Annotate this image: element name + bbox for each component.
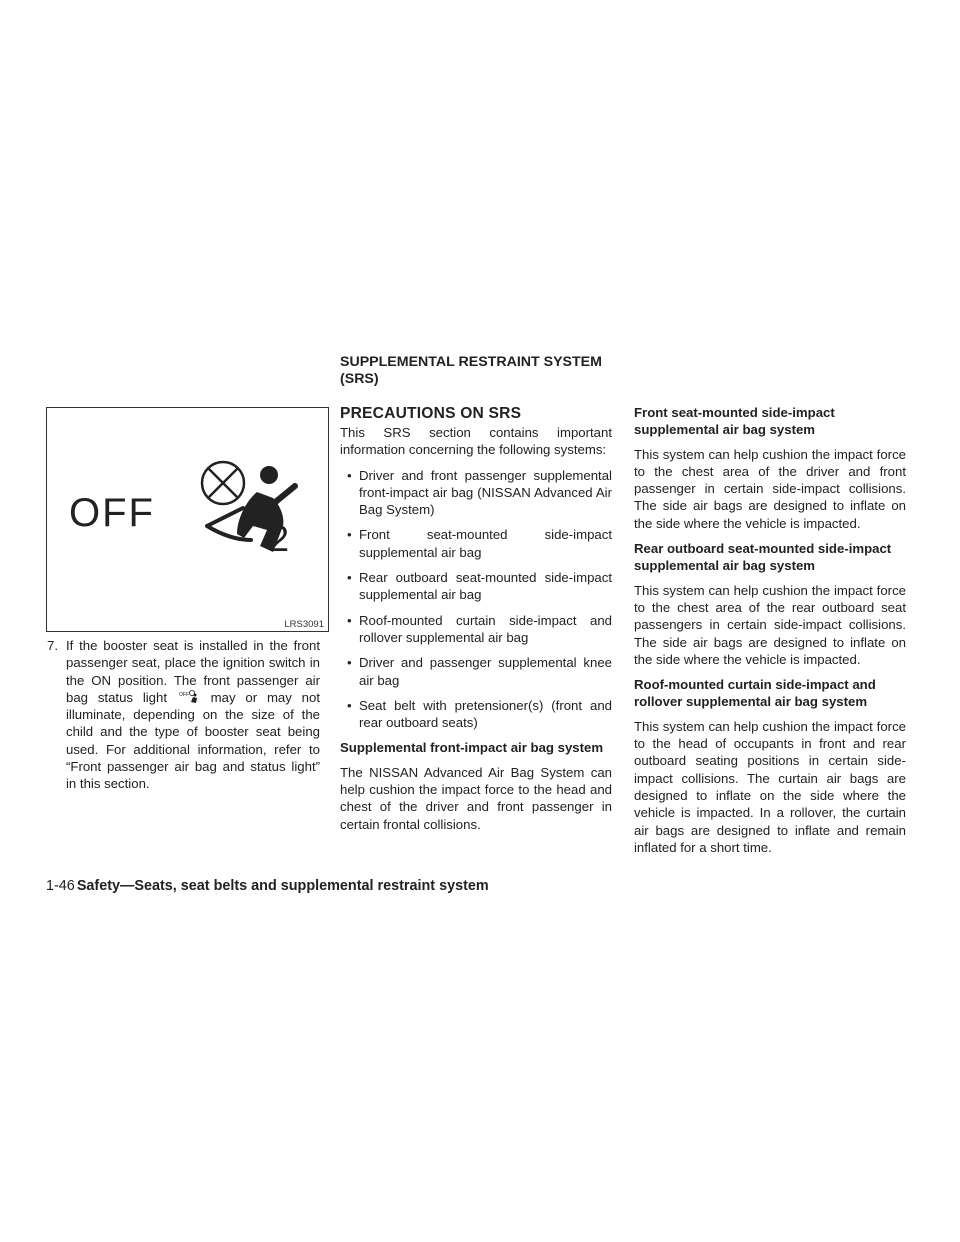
chapter-title: Safety—Seats, seat belts and supplemental restraint system	[76, 878, 489, 894]
list-item: • Roof-mounted curtain side-impact and rollover supplemental air bag	[340, 612, 612, 647]
step-7-text-after: may or may not illuminate, depending on the size of the child and the type of booster seat being used. For additional information, refer to “Front passenger air bag and status light” in this section.	[66, 689, 320, 792]
step-7	[46, 637, 320, 793]
crossed-circle-icon	[202, 462, 244, 504]
list-item: • Front seat-mounted side-impact supplemental air bag	[340, 526, 612, 561]
list-item: • Rear outboard seat-mounted side-impact supplemental air bag	[340, 569, 612, 604]
column-left	[46, 637, 320, 793]
step-number: 7.	[47, 638, 58, 653]
person-head-icon	[260, 466, 278, 484]
precautions-intro: This SRS section contains important information concerning the following systems:	[340, 425, 612, 458]
figure-label: LRS3091	[284, 619, 324, 630]
figure-seat-number: 2	[269, 518, 290, 559]
front-impact-text: The NISSAN Advanced Air Bag System can help cushion the impact force to the head and chest of the driver and front passenger in certain frontal collisions.	[340, 764, 612, 832]
curtain-air-bag-text: This system can help cushion the impact force to the head of occupants in front and rear outboard seating positions in certain side-impact collisions. The curtain air bags are designed to inflate on the side where the vehicle is impacted. In a rollover, the curtain air bags are designed to inflate and remain inflated for a short time.	[634, 718, 906, 855]
rear-seat-side-impact-text: This system can help cushion the impact force to the chest area of the rear outboard seat passengers in certain side-impact collisions. The side air bags are designed to inflate on the side where the vehicle is impacted.	[634, 582, 906, 667]
page-number: 1-46	[46, 878, 75, 894]
list-item: • Driver and passenger supplemental knee air bag	[340, 654, 612, 689]
figure-off-text: OFF	[69, 491, 155, 535]
rear-seat-side-impact-heading: Rear outboard seat-mounted side-impact supplemental air bag system	[634, 541, 892, 574]
srs-systems-list	[340, 467, 612, 732]
airbag-status-figure	[46, 407, 329, 632]
airbag-off-status-icon	[47, 408, 328, 631]
front-impact-heading: Supplemental front-impact air bag system	[340, 740, 604, 756]
precautions-heading: PRECAUTIONS ON SRS	[340, 405, 522, 422]
list-item: • Seat belt with pretensioner(s) (front and rear outboard seats)	[340, 697, 612, 732]
list-item: • Driver and front passenger supplemental front-impact air bag (NISSAN Advanced Air Bag System)	[340, 467, 612, 519]
front-seat-side-impact-text: This system can help cushion the impact force to the chest area of the driver and front passenger in certain side-impact collisions. The side air bags are designed to inflate on the side where the vehicle is impacted.	[634, 446, 906, 531]
svg-text:OFF: OFF	[178, 691, 189, 698]
column-right	[634, 404, 906, 864]
front-seat-side-impact-heading: Front seat-mounted side-impact supplemental air bag system	[634, 405, 835, 438]
section-title: SUPPLEMENTAL RESTRAINT SYSTEM (SRS)	[340, 354, 602, 387]
page-footer	[46, 877, 489, 895]
step-7-text-before: If the booster seat is installed in the front passenger seat, place the ignition switch in the ON position. The front passenger air bag status light	[66, 638, 320, 705]
column-middle	[340, 404, 612, 841]
passenger-airbag-off-icon	[179, 690, 199, 704]
curtain-air-bag-heading: Roof-mounted curtain side-impact and rollover supplemental air bag system	[634, 677, 876, 710]
